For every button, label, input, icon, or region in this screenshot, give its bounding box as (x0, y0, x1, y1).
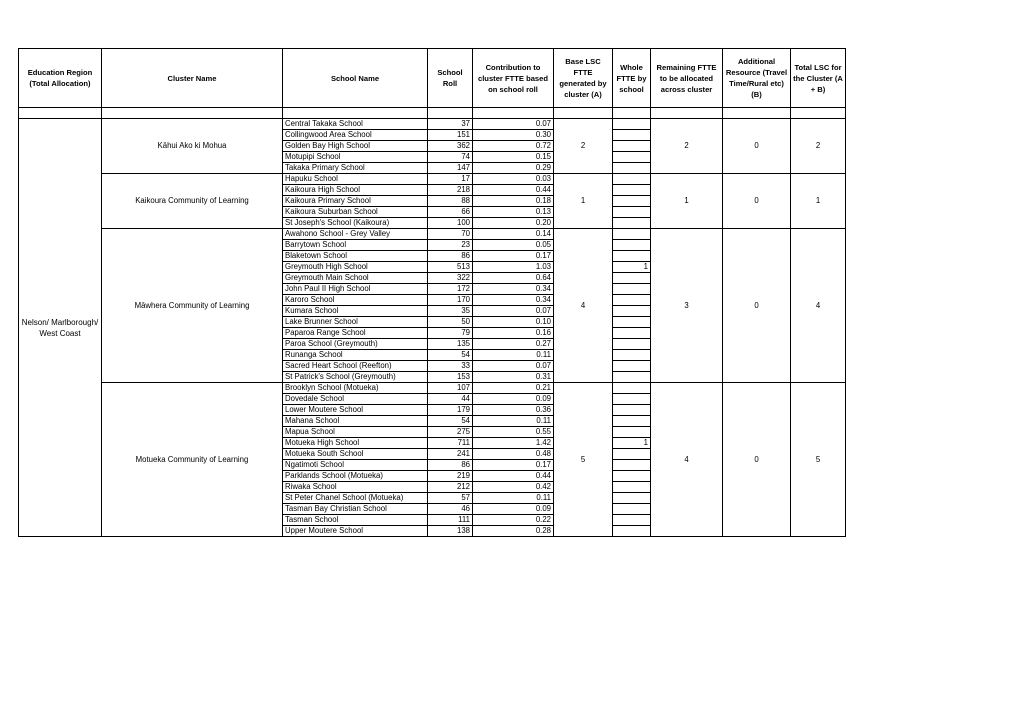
contribution-value: 0.55 (473, 427, 554, 438)
school-name: Tasman Bay Christian School (283, 504, 428, 515)
school-roll: 70 (428, 229, 473, 240)
school-roll: 241 (428, 449, 473, 460)
whole-ftte (613, 251, 651, 262)
school-roll: 513 (428, 262, 473, 273)
school-roll: 33 (428, 361, 473, 372)
school-name: Mahana School (283, 416, 428, 427)
school-roll: 138 (428, 526, 473, 537)
table-row (19, 119, 846, 130)
whole-ftte (613, 196, 651, 207)
total-lsc: 1 (791, 174, 846, 229)
header-total: Total LSC for the Cluster (A + B) (791, 49, 846, 108)
remaining-ftte: 2 (651, 119, 723, 174)
contribution-value: 0.48 (473, 449, 554, 460)
school-roll: 54 (428, 416, 473, 427)
whole-ftte: 1 (613, 438, 651, 449)
whole-ftte (613, 218, 651, 229)
header-cluster: Cluster Name (102, 49, 283, 108)
whole-ftte (613, 405, 651, 416)
school-roll: 179 (428, 405, 473, 416)
school-roll: 147 (428, 163, 473, 174)
contribution-value: 1.42 (473, 438, 554, 449)
contribution-value: 0.72 (473, 141, 554, 152)
school-roll: 23 (428, 240, 473, 251)
whole-ftte (613, 394, 651, 405)
school-name: Barrytown School (283, 240, 428, 251)
whole-ftte (613, 383, 651, 394)
school-roll: 153 (428, 372, 473, 383)
additional-resource: 0 (723, 383, 791, 537)
contribution-value: 0.03 (473, 174, 554, 185)
spacer-row (19, 108, 846, 119)
contribution-value: 0.11 (473, 493, 554, 504)
school-roll: 54 (428, 350, 473, 361)
contribution-value: 0.34 (473, 284, 554, 295)
contribution-value: 0.22 (473, 515, 554, 526)
whole-ftte (613, 141, 651, 152)
contribution-value: 0.18 (473, 196, 554, 207)
header-row (19, 49, 846, 108)
base-ftte: 1 (554, 174, 613, 229)
header-additional: Additional Resource (Travel Time/Rural etc) (B) (723, 49, 791, 108)
cluster-name: Māwhera Community of Learning (102, 229, 283, 383)
contribution-value: 0.05 (473, 240, 554, 251)
whole-ftte (613, 328, 651, 339)
school-name: Motueka High School (283, 438, 428, 449)
contribution-value: 0.29 (473, 163, 554, 174)
school-roll: 57 (428, 493, 473, 504)
school-roll: 212 (428, 482, 473, 493)
whole-ftte (613, 306, 651, 317)
school-roll: 17 (428, 174, 473, 185)
school-roll: 88 (428, 196, 473, 207)
total-lsc: 4 (791, 229, 846, 383)
school-name: Kaikoura Suburban School (283, 207, 428, 218)
whole-ftte (613, 427, 651, 438)
school-name: St Peter Chanel School (Motueka) (283, 493, 428, 504)
school-roll: 35 (428, 306, 473, 317)
school-roll: 711 (428, 438, 473, 449)
contribution-value: 0.27 (473, 339, 554, 350)
header-base: Base LSC FTTE generated by cluster (A) (554, 49, 613, 108)
school-roll: 275 (428, 427, 473, 438)
contribution-value: 0.11 (473, 416, 554, 427)
school-roll: 100 (428, 218, 473, 229)
whole-ftte (613, 515, 651, 526)
contribution-value: 0.07 (473, 306, 554, 317)
contribution-value: 0.09 (473, 504, 554, 515)
school-roll: 107 (428, 383, 473, 394)
whole-ftte (613, 471, 651, 482)
base-ftte: 5 (554, 383, 613, 537)
school-name: Tasman School (283, 515, 428, 526)
school-roll: 362 (428, 141, 473, 152)
school-name: Awahono School - Grey Valley (283, 229, 428, 240)
school-name: Greymouth High School (283, 262, 428, 273)
header-school: School Name (283, 49, 428, 108)
additional-resource: 0 (723, 119, 791, 174)
contribution-value: 0.42 (473, 482, 554, 493)
school-name: Hapuku School (283, 174, 428, 185)
contribution-value: 0.20 (473, 218, 554, 229)
lsc-allocation-table (18, 48, 846, 537)
header-roll: School Roll (428, 49, 473, 108)
school-name: Mapua School (283, 427, 428, 438)
cluster-name: Kaikoura Community of Learning (102, 174, 283, 229)
base-ftte: 2 (554, 119, 613, 174)
school-name: John Paul II High School (283, 284, 428, 295)
school-roll: 219 (428, 471, 473, 482)
whole-ftte (613, 416, 651, 427)
school-name: Collingwood Area School (283, 130, 428, 141)
school-roll: 170 (428, 295, 473, 306)
school-name: Riwaka School (283, 482, 428, 493)
total-lsc: 5 (791, 383, 846, 537)
school-name: Lower Moutere School (283, 405, 428, 416)
contribution-value: 0.28 (473, 526, 554, 537)
contribution-value: 0.34 (473, 295, 554, 306)
school-name: Paroa School (Greymouth) (283, 339, 428, 350)
school-roll: 79 (428, 328, 473, 339)
contribution-value: 0.30 (473, 130, 554, 141)
school-name: Brooklyn School (Motueka) (283, 383, 428, 394)
whole-ftte (613, 240, 651, 251)
additional-resource: 0 (723, 174, 791, 229)
whole-ftte (613, 273, 651, 284)
school-roll: 37 (428, 119, 473, 130)
whole-ftte (613, 493, 651, 504)
whole-ftte (613, 174, 651, 185)
contribution-value: 0.44 (473, 471, 554, 482)
contribution-value: 0.16 (473, 328, 554, 339)
whole-ftte (613, 207, 651, 218)
total-lsc: 2 (791, 119, 846, 174)
school-name: Kumara School (283, 306, 428, 317)
whole-ftte (613, 152, 651, 163)
remaining-ftte: 4 (651, 383, 723, 537)
school-name: Kaikoura High School (283, 185, 428, 196)
school-roll: 50 (428, 317, 473, 328)
contribution-value: 0.17 (473, 460, 554, 471)
school-name: St Patrick's School (Greymouth) (283, 372, 428, 383)
school-name: Golden Bay High School (283, 141, 428, 152)
whole-ftte (613, 130, 651, 141)
school-roll: 44 (428, 394, 473, 405)
contribution-value: 0.21 (473, 383, 554, 394)
school-roll: 74 (428, 152, 473, 163)
table-row (19, 229, 846, 240)
school-roll: 86 (428, 251, 473, 262)
cluster-name: Motueka Community of Learning (102, 383, 283, 537)
additional-resource: 0 (723, 229, 791, 383)
whole-ftte (613, 339, 651, 350)
school-name: Lake Brunner School (283, 317, 428, 328)
contribution-value: 0.07 (473, 119, 554, 130)
whole-ftte (613, 372, 651, 383)
table-row (19, 174, 846, 185)
whole-ftte (613, 229, 651, 240)
whole-ftte (613, 449, 651, 460)
whole-ftte (613, 482, 651, 493)
whole-ftte (613, 317, 651, 328)
school-roll: 151 (428, 130, 473, 141)
school-name: Greymouth Main School (283, 273, 428, 284)
contribution-value: 1.03 (473, 262, 554, 273)
school-name: Blaketown School (283, 251, 428, 262)
school-name: Parklands School (Motueka) (283, 471, 428, 482)
whole-ftte (613, 119, 651, 130)
header-remaining: Remaining FTTE to be allocated across cluster (651, 49, 723, 108)
whole-ftte (613, 163, 651, 174)
school-roll: 322 (428, 273, 473, 284)
whole-ftte (613, 350, 651, 361)
school-name: Sacred Heart School (Reefton) (283, 361, 428, 372)
school-name: St Joseph's School (Kaikoura) (283, 218, 428, 229)
school-name: Kaikoura Primary School (283, 196, 428, 207)
contribution-value: 0.11 (473, 350, 554, 361)
contribution-value: 0.09 (473, 394, 554, 405)
school-name: Ngatimoti School (283, 460, 428, 471)
whole-ftte (613, 526, 651, 537)
remaining-ftte: 3 (651, 229, 723, 383)
school-roll: 86 (428, 460, 473, 471)
contribution-value: 0.64 (473, 273, 554, 284)
school-name: Paparoa Range School (283, 328, 428, 339)
header-region: Education Region (Total Allocation) (19, 49, 102, 108)
contribution-value: 0.13 (473, 207, 554, 218)
whole-ftte (613, 284, 651, 295)
remaining-ftte: 1 (651, 174, 723, 229)
school-roll: 135 (428, 339, 473, 350)
school-roll: 111 (428, 515, 473, 526)
school-roll: 66 (428, 207, 473, 218)
contribution-value: 0.36 (473, 405, 554, 416)
whole-ftte (613, 361, 651, 372)
school-name: Upper Moutere School (283, 526, 428, 537)
school-name: Motueka South School (283, 449, 428, 460)
whole-ftte (613, 504, 651, 515)
school-name: Karoro School (283, 295, 428, 306)
school-roll: 218 (428, 185, 473, 196)
cluster-name: Kāhui Ako ki Mohua (102, 119, 283, 174)
contribution-value: 0.15 (473, 152, 554, 163)
contribution-value: 0.17 (473, 251, 554, 262)
school-name: Takaka Primary School (283, 163, 428, 174)
contribution-value: 0.07 (473, 361, 554, 372)
contribution-value: 0.31 (473, 372, 554, 383)
whole-ftte (613, 460, 651, 471)
school-name: Runanga School (283, 350, 428, 361)
table-body (19, 108, 846, 537)
school-roll: 172 (428, 284, 473, 295)
contribution-value: 0.44 (473, 185, 554, 196)
contribution-value: 0.10 (473, 317, 554, 328)
whole-ftte (613, 295, 651, 306)
header-whole: Whole FTTE by school (613, 49, 651, 108)
base-ftte: 4 (554, 229, 613, 383)
school-name: Dovedale School (283, 394, 428, 405)
table-row (19, 383, 846, 394)
school-roll: 46 (428, 504, 473, 515)
contribution-value: 0.14 (473, 229, 554, 240)
whole-ftte: 1 (613, 262, 651, 273)
header-contribution: Contribution to cluster FTTE based on school roll (473, 49, 554, 108)
region-cell: Nelson/ Marlborough/ West Coast (19, 119, 102, 537)
school-name: Central Takaka School (283, 119, 428, 130)
school-name: Motupipi School (283, 152, 428, 163)
whole-ftte (613, 185, 651, 196)
